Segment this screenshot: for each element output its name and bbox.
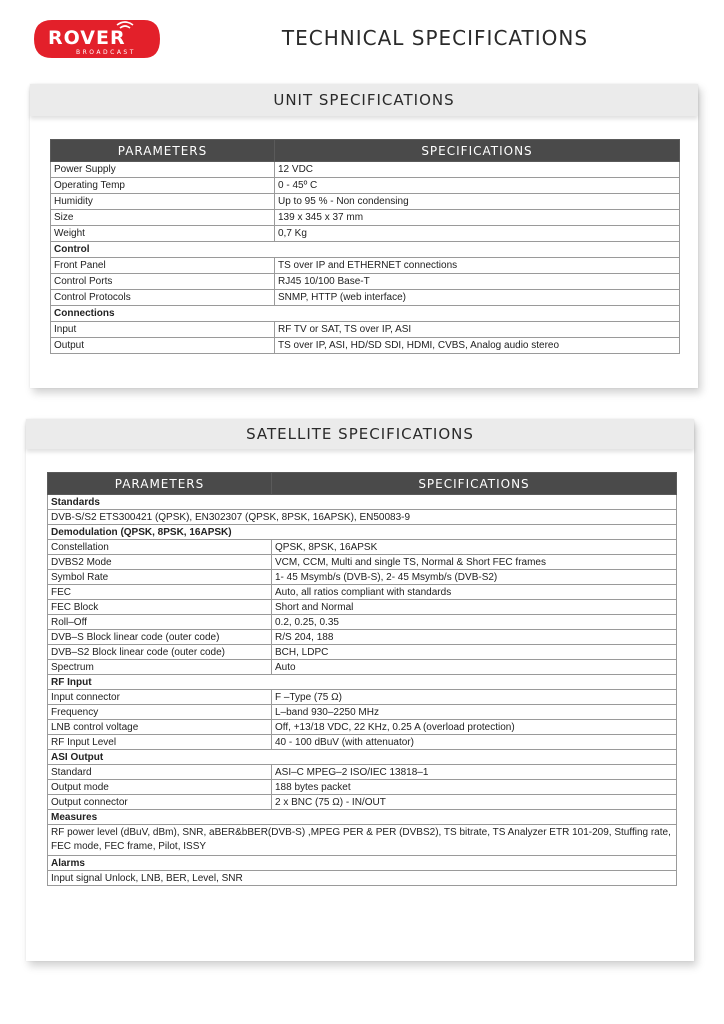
specification-cell: 12 VDC bbox=[275, 162, 680, 178]
specification-cell: R/S 204, 188 bbox=[272, 630, 677, 645]
parameter-cell: FEC bbox=[48, 585, 272, 600]
table-row bbox=[51, 210, 680, 226]
section-row bbox=[51, 242, 680, 258]
specification-cell: 40 - 100 dBuV (with attenuator) bbox=[272, 735, 677, 750]
table-row bbox=[51, 338, 680, 354]
parameter-cell: DVB–S Block linear code (outer code) bbox=[48, 630, 272, 645]
table-row bbox=[48, 645, 677, 660]
table-row bbox=[48, 720, 677, 735]
section-label: Standards bbox=[48, 495, 677, 510]
table-row bbox=[48, 735, 677, 750]
parameter-cell: Control Ports bbox=[51, 274, 275, 290]
table-row bbox=[48, 765, 677, 780]
full-width-cell: Input signal Unlock, LNB, BER, Level, SNR bbox=[48, 871, 677, 886]
table-row bbox=[51, 274, 680, 290]
parameter-cell: Standard bbox=[48, 765, 272, 780]
section-row bbox=[48, 810, 677, 825]
parameters-header: PARAMETERS bbox=[48, 473, 272, 495]
table-row bbox=[48, 690, 677, 705]
parameter-cell: Power Supply bbox=[51, 162, 275, 178]
table-row bbox=[48, 570, 677, 585]
specification-cell: Up to 95 % - Non condensing bbox=[275, 194, 680, 210]
table-row bbox=[48, 780, 677, 795]
section-label: Measures bbox=[48, 810, 677, 825]
unit-specifications-table bbox=[50, 139, 680, 354]
specification-cell: 2 x BNC (75 Ω) - IN/OUT bbox=[272, 795, 677, 810]
section-row bbox=[51, 306, 680, 322]
unit-specifications-heading: UNIT SPECIFICATIONS bbox=[30, 84, 698, 116]
specification-cell: VCM, CCM, Multi and single TS, Normal & Short FEC frames bbox=[272, 555, 677, 570]
full-width-cell: DVB-S/S2 ETS300421 (QPSK), EN302307 (QPSK, 8PSK, 16APSK), EN50083-9 bbox=[48, 510, 677, 525]
table-row bbox=[48, 795, 677, 810]
section-label: Alarms bbox=[48, 856, 677, 871]
parameter-cell: Output mode bbox=[48, 780, 272, 795]
parameter-cell: Front Panel bbox=[51, 258, 275, 274]
section-row bbox=[48, 525, 677, 540]
parameter-cell: FEC Block bbox=[48, 600, 272, 615]
section-label: Connections bbox=[51, 306, 680, 322]
section-row bbox=[48, 856, 677, 871]
table-header-row bbox=[48, 473, 677, 495]
rover-broadcast-logo bbox=[32, 16, 162, 62]
parameter-cell: Weight bbox=[51, 226, 275, 242]
parameter-cell: Output bbox=[51, 338, 275, 354]
section-label: Control bbox=[51, 242, 680, 258]
table-row bbox=[51, 226, 680, 242]
parameter-cell: Constellation bbox=[48, 540, 272, 555]
section-row bbox=[48, 495, 677, 510]
specification-cell: TS over IP and ETHERNET connections bbox=[275, 258, 680, 274]
table-row bbox=[48, 630, 677, 645]
specifications-header: SPECIFICATIONS bbox=[272, 473, 677, 495]
specification-cell: RJ45 10/100 Base-T bbox=[275, 274, 680, 290]
section-label: Demodulation (QPSK, 8PSK, 16APSK) bbox=[48, 525, 677, 540]
table-row bbox=[51, 290, 680, 306]
section-row bbox=[48, 750, 677, 765]
parameter-cell: Input connector bbox=[48, 690, 272, 705]
specification-cell: 1- 45 Msymb/s (DVB-S), 2- 45 Msymb/s (DVB-S2) bbox=[272, 570, 677, 585]
specification-cell: 0 - 45º C bbox=[275, 178, 680, 194]
table-row bbox=[48, 615, 677, 630]
parameter-cell: LNB control voltage bbox=[48, 720, 272, 735]
specification-cell: Off, +13/18 VDC, 22 KHz, 0.25 A (overload protection) bbox=[272, 720, 677, 735]
full-width-row bbox=[48, 510, 677, 525]
table-row bbox=[51, 162, 680, 178]
parameter-cell: Roll–Off bbox=[48, 615, 272, 630]
logo-brand: ROVER bbox=[48, 27, 126, 49]
specification-cell: SNMP, HTTP (web interface) bbox=[275, 290, 680, 306]
specification-cell: Auto bbox=[272, 660, 677, 675]
full-width-row bbox=[48, 825, 677, 856]
specification-cell: ASI–C MPEG–2 ISO/IEC 13818–1 bbox=[272, 765, 677, 780]
specification-cell: F –Type (75 Ω) bbox=[272, 690, 677, 705]
full-width-cell: RF power level (dBuV, dBm), SNR, aBER&bBER(DVB-S) ,MPEG PER & PER (DVBS2), TS bitrate, TS Analyzer ETR 101-209, Stuffing rate, FEC mode, FEC frame, Pilot, ISSY bbox=[48, 825, 677, 856]
parameter-cell: Output connector bbox=[48, 795, 272, 810]
specification-cell: BCH, LDPC bbox=[272, 645, 677, 660]
specification-cell: QPSK, 8PSK, 16APSK bbox=[272, 540, 677, 555]
table-row bbox=[48, 660, 677, 675]
specification-cell: L–band 930–2250 MHz bbox=[272, 705, 677, 720]
parameter-cell: DVB–S2 Block linear code (outer code) bbox=[48, 645, 272, 660]
table-row bbox=[51, 194, 680, 210]
specification-cell: 0.2, 0.25, 0.35 bbox=[272, 615, 677, 630]
parameter-cell: DVBS2 Mode bbox=[48, 555, 272, 570]
parameter-cell: Humidity bbox=[51, 194, 275, 210]
table-row bbox=[48, 540, 677, 555]
section-row bbox=[48, 675, 677, 690]
specification-cell: 0,7 Kg bbox=[275, 226, 680, 242]
specification-cell: RF TV or SAT, TS over IP, ASI bbox=[275, 322, 680, 338]
specification-cell: 188 bytes packet bbox=[272, 780, 677, 795]
parameters-header: PARAMETERS bbox=[51, 140, 275, 162]
satellite-specifications-table bbox=[47, 472, 677, 886]
table-row bbox=[48, 585, 677, 600]
table-row bbox=[48, 555, 677, 570]
table-header-row bbox=[51, 140, 680, 162]
specifications-header: SPECIFICATIONS bbox=[275, 140, 680, 162]
table-row bbox=[48, 705, 677, 720]
specification-cell: Short and Normal bbox=[272, 600, 677, 615]
page-title: TECHNICAL SPECIFICATIONS bbox=[281, 26, 589, 50]
specification-cell: Auto, all ratios compliant with standards bbox=[272, 585, 677, 600]
table-row bbox=[51, 178, 680, 194]
section-label: RF Input bbox=[48, 675, 677, 690]
parameter-cell: Spectrum bbox=[48, 660, 272, 675]
parameter-cell: Control Protocols bbox=[51, 290, 275, 306]
specification-cell: 139 x 345 x 37 mm bbox=[275, 210, 680, 226]
table-row bbox=[48, 600, 677, 615]
parameter-cell: Operating Temp bbox=[51, 178, 275, 194]
parameter-cell: Input bbox=[51, 322, 275, 338]
full-width-row bbox=[48, 871, 677, 886]
parameter-cell: Size bbox=[51, 210, 275, 226]
satellite-specifications-heading: SATELLITE SPECIFICATIONS bbox=[26, 419, 694, 449]
table-row bbox=[51, 258, 680, 274]
parameter-cell: Frequency bbox=[48, 705, 272, 720]
logo-badge bbox=[32, 16, 162, 62]
parameter-cell: Symbol Rate bbox=[48, 570, 272, 585]
table-row bbox=[51, 322, 680, 338]
parameter-cell: RF Input Level bbox=[48, 735, 272, 750]
logo-subtitle: BROADCAST bbox=[76, 49, 136, 56]
section-label: ASI Output bbox=[48, 750, 677, 765]
specification-cell: TS over IP, ASI, HD/SD SDI, HDMI, CVBS, Analog audio stereo bbox=[275, 338, 680, 354]
